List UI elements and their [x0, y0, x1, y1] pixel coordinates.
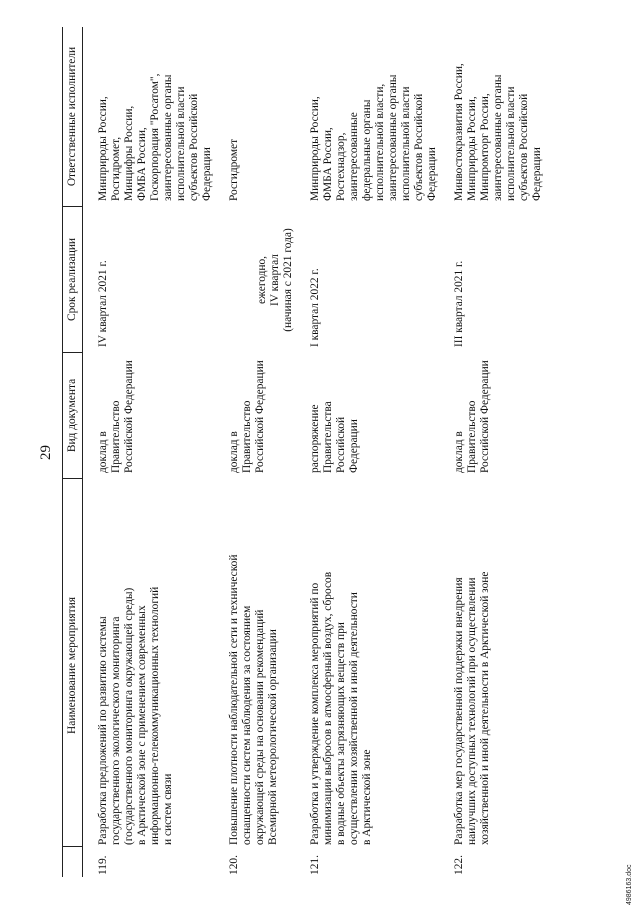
measure-name: Разработка мер государственной поддержки внедрения наилучших доступных технологий при осуществлении хозяйственной и иной деятельности в Арктической зоне — [453, 571, 491, 845]
page-number: 29 — [38, 445, 54, 460]
responsible: Минприроды России, Росгидромет, Минцифры России, ФМБА России, Госкорпорация "Росатом", заинтересованные органы исполнительной власти субъектов Российской Федерации — [97, 73, 213, 201]
header-resp: Ответственные исполнители — [63, 27, 82, 207]
table-row — [214, 27, 295, 877]
deadline: III квартал 2021 г. — [453, 260, 465, 347]
header-name: Наименование мероприятия — [63, 479, 82, 847]
document-kind: доклад в Правительство Российской Федерации — [453, 360, 491, 473]
row-number: 121. — [309, 855, 321, 875]
file-name-footer: 4986163.doc — [626, 864, 633, 905]
row-number: 120. — [228, 855, 240, 875]
row-number: 122. — [453, 855, 465, 875]
header-term: Срок реализации — [63, 207, 82, 353]
deadline: I квартал 2022 г. — [309, 268, 321, 347]
measure-name: Повышение плотности наблюдательной сети и технической оснащенности систем наблюдения за состоянием окружающей среды на основании рекомендаций Всемирной метеорологической организации — [228, 554, 279, 845]
deadline: ежегодно, IV квартал (начиная с 2021 года) — [256, 228, 294, 332]
row-number: 119. — [97, 855, 109, 875]
responsible: Минприроды России, ФМБА России, Ростехнадзор, заинтересованные федеральные органы исполнительной власти, заинтересованные органы исполнительной власти субъектов Российской Федерации — [309, 74, 438, 201]
deadline: IV квартал 2021 г. — [97, 260, 109, 347]
table-header — [62, 27, 83, 877]
document-kind: доклад в Правительство Российской Федерации — [228, 360, 266, 473]
table-row — [439, 27, 544, 877]
header-kind: Вид документа — [63, 353, 82, 479]
responsible: Росгидромет — [228, 138, 240, 201]
table-row — [295, 27, 439, 877]
header-num — [63, 847, 82, 877]
responsible: Минвостокразвития России, Минприроды России, Минпромторг России, заинтересованные органы исполнительной власти субъектов Российской Федерации — [453, 63, 543, 201]
measures-table — [62, 27, 544, 877]
document-kind: распоряжение Правительства Российской Федерации — [309, 401, 360, 473]
measure-name: Разработка предложений по развитию системы государственного экологического мониторинга (государственного мониторинга окружающей среды) в Арктической зоне с применением современных информационно-телекоммуникационных технологий и систем связи — [97, 586, 174, 845]
measure-name: Разработка и утверждение комплекса мероприятий по минимизации выбросов в атмосферный воздух, сбросов в водные объекты загрязняющих веществ при осуществлении хозяйственной и иной деятельности в Арктической зоне — [309, 571, 373, 845]
table-row — [83, 27, 214, 877]
document-kind: доклад в Правительство Российской Федерации — [97, 360, 135, 473]
